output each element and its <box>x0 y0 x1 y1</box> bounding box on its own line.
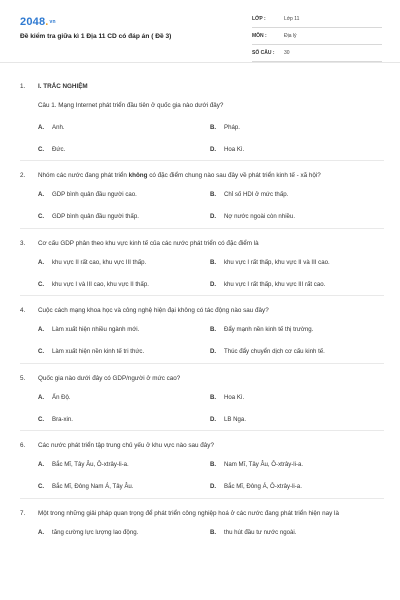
meta-value: 30 <box>284 50 290 56</box>
option-letter: A. <box>38 326 45 333</box>
answer-option[interactable] <box>210 408 382 430</box>
question-text <box>20 239 384 249</box>
question-block <box>20 161 384 229</box>
answer-options <box>20 454 384 498</box>
question-body <box>38 509 384 519</box>
answer-option[interactable] <box>38 521 210 543</box>
question-text <box>20 374 384 384</box>
question-text <box>20 509 384 519</box>
question-block <box>20 364 384 432</box>
question-text-part: Các nước phát triển tập trung chủ yếu ở khu vực nào sau đây? <box>38 442 214 449</box>
answer-options <box>20 184 384 228</box>
option-letter: B. <box>210 326 217 333</box>
answer-option[interactable] <box>38 341 210 363</box>
option-text: khu vực I rất thấp, khu vực II và III cao. <box>224 258 330 266</box>
answer-option[interactable] <box>38 206 210 228</box>
option-text: Bra-xin. <box>52 415 73 423</box>
answer-option[interactable] <box>38 116 210 138</box>
option-letter: C. <box>38 280 45 288</box>
answer-option[interactable] <box>210 184 382 206</box>
answer-option[interactable] <box>38 386 210 408</box>
option-text: Hoa Kì. <box>224 393 245 401</box>
question-number: 2. <box>20 172 26 179</box>
option-text: Hoa Kì. <box>224 145 245 153</box>
option-text: GDP bình quân đầu người cao. <box>52 191 137 198</box>
question-body <box>38 171 384 181</box>
question-text-part: Nhóm các nước đang phát triển <box>38 172 129 179</box>
answer-option[interactable] <box>210 386 382 408</box>
option-text: Anh. <box>52 123 65 131</box>
question-body <box>38 239 384 249</box>
option-text: Nam Mĩ, Tây Âu, Ô-xtrây-li-a. <box>224 461 304 468</box>
answer-option[interactable] <box>38 476 210 498</box>
option-letter: C. <box>38 348 45 355</box>
option-letter: B. <box>210 191 217 198</box>
question-text-part: Câu 1. Mạng Internet phát triển đầu tiên ở quốc gia nào dưới đây? <box>38 101 224 109</box>
question-block <box>20 296 384 364</box>
option-text: Ấn Độ. <box>52 393 71 401</box>
question-text <box>20 306 384 316</box>
meta-value: Lớp 11 <box>284 16 300 22</box>
section-title: I. TRẮC NGHIỆM <box>38 83 88 90</box>
question-body <box>38 101 384 111</box>
answer-option[interactable] <box>210 206 382 228</box>
question-block <box>20 63 384 161</box>
option-letter: B. <box>210 123 217 131</box>
answer-options <box>20 251 384 295</box>
option-text: thu hút đầu tư nước ngoài. <box>224 528 297 536</box>
option-letter: D. <box>210 145 217 153</box>
section-number: 1. <box>20 83 26 90</box>
header <box>0 0 400 63</box>
question-body <box>38 374 384 384</box>
answer-option[interactable] <box>210 454 382 476</box>
option-text: Bắc Mĩ, Đông Á, Ô-xtrây-li-a. <box>224 483 302 490</box>
option-text: Thúc đẩy chuyển dịch cơ cấu kinh tế. <box>224 348 325 355</box>
option-letter: A. <box>38 123 45 131</box>
logo-suffix: vn <box>49 19 56 26</box>
answer-option[interactable] <box>210 273 382 295</box>
option-letter: B. <box>210 393 217 401</box>
option-text: Nợ nước ngoài còn nhiều. <box>224 213 296 220</box>
section-heading <box>20 82 384 92</box>
meta-label: MÔN : <box>252 33 267 39</box>
option-text: Đẩy mạnh nền kinh tế thị trường. <box>224 326 314 333</box>
option-letter: C. <box>38 145 45 153</box>
answer-option[interactable] <box>38 273 210 295</box>
question-block <box>20 431 384 499</box>
answer-option[interactable] <box>210 476 382 498</box>
question-text-part: Cuộc cách mạng khoa học và công nghệ hiện đại không có tác động nào sau đây? <box>38 307 269 314</box>
meta-label: SỐ CÂU : <box>252 50 275 56</box>
answer-option[interactable] <box>210 319 382 341</box>
answer-option[interactable] <box>38 184 210 206</box>
answer-option[interactable] <box>210 138 382 160</box>
answer-option[interactable] <box>38 138 210 160</box>
meta-label: LỚP : <box>252 16 266 22</box>
option-letter: C. <box>38 415 45 423</box>
document-title: Đề kiểm tra giữa kì 1 Địa 11 CD có đáp án ( Đề 3) <box>20 33 172 40</box>
option-text: Bắc Mĩ, Đông Nam Á, Tây Âu. <box>52 483 134 490</box>
question-text-part: Cơ cấu GDP phân theo khu vực kinh tế của các nước phát triển có đặc điểm là <box>38 239 259 247</box>
option-letter: A. <box>38 191 45 198</box>
option-text: Bắc Mĩ, Tây Âu, Ô-xtrây-li-a. <box>52 461 129 468</box>
option-letter: C. <box>38 213 45 220</box>
option-letter: C. <box>38 483 45 490</box>
question-text-part: Quốc gia nào dưới đây có GDP/người ở mức cao? <box>38 374 181 382</box>
question-number: 4. <box>20 307 26 314</box>
option-text: Đức. <box>52 145 66 153</box>
question-number: 6. <box>20 442 26 449</box>
question-block <box>20 499 384 544</box>
logo-dot: . <box>45 16 49 28</box>
document-meta <box>252 13 382 64</box>
answer-option[interactable] <box>210 521 382 543</box>
answer-option[interactable] <box>38 319 210 341</box>
question-body <box>38 306 384 316</box>
meta-row-count <box>252 47 382 62</box>
answer-options <box>20 521 384 543</box>
option-text: Làm xuất hiện nhiều ngành mới. <box>52 326 140 333</box>
answer-options <box>20 116 384 160</box>
answer-option[interactable] <box>38 251 210 273</box>
answer-options <box>20 319 384 363</box>
answer-options <box>20 386 384 430</box>
answer-option[interactable] <box>210 116 382 138</box>
option-text: khu vực II rất cao, khu vực III thấp. <box>52 258 147 266</box>
answer-option[interactable] <box>210 341 382 363</box>
option-letter: A. <box>38 528 45 536</box>
option-letter: B. <box>210 258 217 266</box>
answer-option[interactable] <box>210 251 382 273</box>
option-text: Chỉ số HDI ở mức thấp. <box>224 191 289 198</box>
option-text: LB Nga. <box>224 415 247 423</box>
question-block <box>20 229 384 297</box>
option-letter: A. <box>38 393 45 401</box>
option-text: GDP bình quân đầu người thấp. <box>52 213 139 220</box>
option-text: khu vực I và III cao, khu vực II thấp. <box>52 280 149 288</box>
question-text <box>20 441 384 451</box>
answer-option[interactable] <box>38 454 210 476</box>
question-emphasis: không <box>128 172 148 179</box>
question-body <box>38 441 384 451</box>
question-number: 3. <box>20 239 26 247</box>
meta-row-class <box>252 13 382 28</box>
question-number: 7. <box>20 509 26 517</box>
option-letter: D. <box>210 213 217 220</box>
question-text <box>20 171 384 181</box>
option-letter: D. <box>210 415 217 423</box>
question-text-part: có đặc điểm chung nào sau đây về phát triển kinh tế - xã hội? <box>147 172 321 179</box>
option-letter: B. <box>210 528 217 536</box>
option-letter: B. <box>210 461 217 468</box>
option-text: tăng cường lực lượng lao động. <box>52 528 139 536</box>
option-letter: D. <box>210 348 217 355</box>
question-number: 5. <box>20 374 26 382</box>
site-logo[interactable] <box>20 16 56 28</box>
answer-option[interactable] <box>38 408 210 430</box>
option-text: Pháp. <box>224 123 240 131</box>
option-letter: D. <box>210 483 217 490</box>
question-list <box>0 63 400 543</box>
logo-text: 2048 <box>20 16 46 28</box>
meta-value: Địa lý <box>284 33 297 39</box>
option-text: khu vực I rất thấp, khu vực III rất cao. <box>224 280 326 288</box>
option-letter: D. <box>210 280 217 288</box>
question-text <box>20 101 384 111</box>
option-letter: A. <box>38 461 45 468</box>
meta-row-subject <box>252 30 382 45</box>
option-letter: A. <box>38 258 45 266</box>
question-text-part: Một trong những giải pháp quan trọng để phát triển công nghiệp hoá ở các nước đang phát triển hiện nay là <box>38 509 339 517</box>
option-text: Làm xuất hiện nền kinh tế tri thức. <box>52 348 145 355</box>
